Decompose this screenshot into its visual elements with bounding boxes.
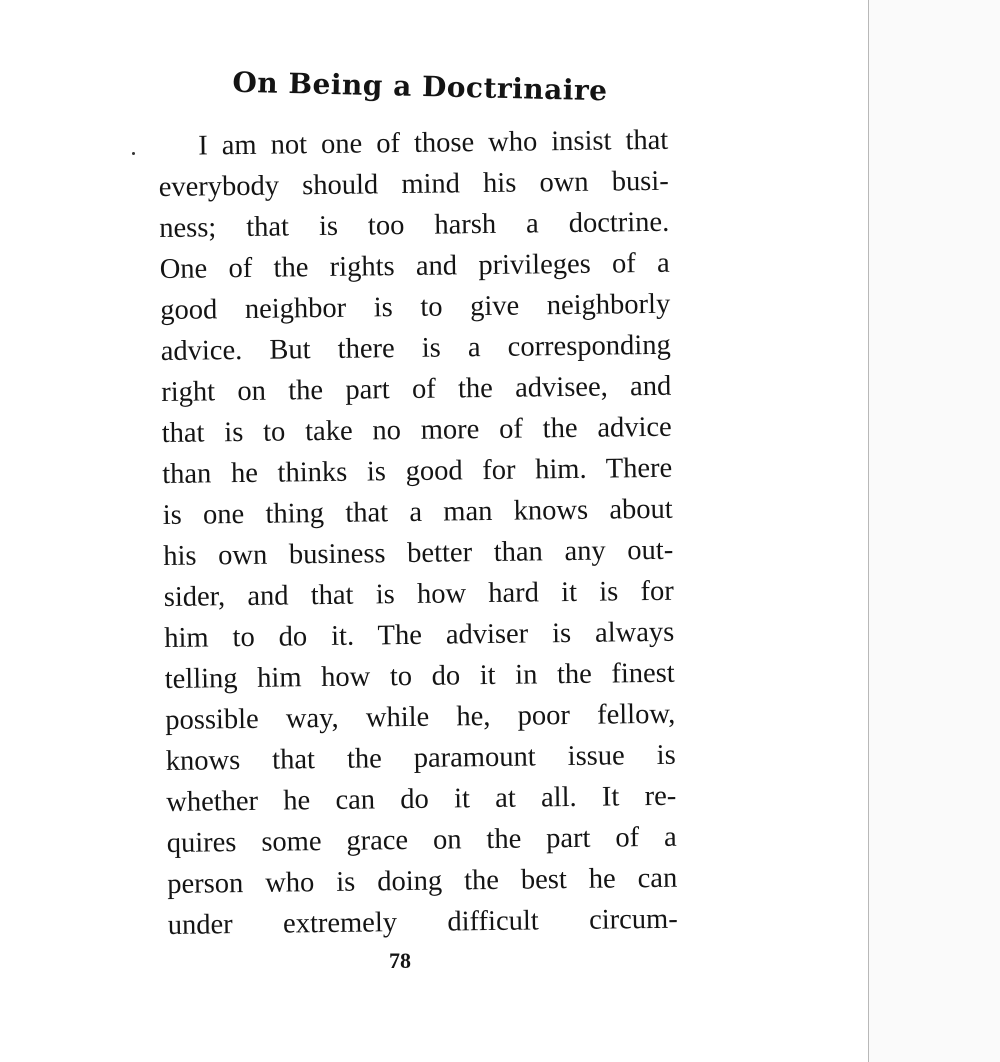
running-head: On Being a Doctrinaire (232, 65, 608, 108)
text-line: quires some grace on the part of a (166, 821, 677, 859)
text-line: his own business better than any out- (163, 534, 674, 572)
page-gutter (869, 0, 1000, 1062)
text-line: him to do it. The adviser is always (164, 616, 675, 654)
text-line: telling him how to do it in the finest (164, 657, 675, 695)
page-number: 78 (389, 948, 411, 973)
text-line: everybody should mind his own busi- (158, 165, 669, 203)
body-text (158, 120, 678, 946)
text-line: I am not one of those who insist that (198, 124, 669, 162)
text-line: ness; that is too harsh a doctrine. (159, 206, 670, 244)
text-line: knows that the paramount issue is (165, 739, 676, 777)
text-line: that is to take no more of the advice (161, 411, 672, 449)
text-line: than he thinks is good for him. There (162, 452, 673, 490)
text-line: sider, and that is how hard it is for (163, 575, 674, 613)
text-line: is one thing that a man knows about (162, 493, 673, 531)
ink-speck (132, 152, 135, 155)
text-line: possible way, while he, poor fellow, (165, 698, 676, 736)
text-line: One of the rights and privileges of a (159, 247, 670, 285)
text-line: under extremely difficult circum- (167, 903, 678, 941)
text-line: right on the part of the advisee, and (161, 370, 672, 408)
text-line: person who is doing the best he can (167, 862, 678, 900)
text-line: advice. But there is a corresponding (160, 329, 671, 367)
text-line: whether he can do it at all. It re- (166, 780, 677, 818)
text-line: good neighbor is to give neighborly (160, 288, 671, 326)
